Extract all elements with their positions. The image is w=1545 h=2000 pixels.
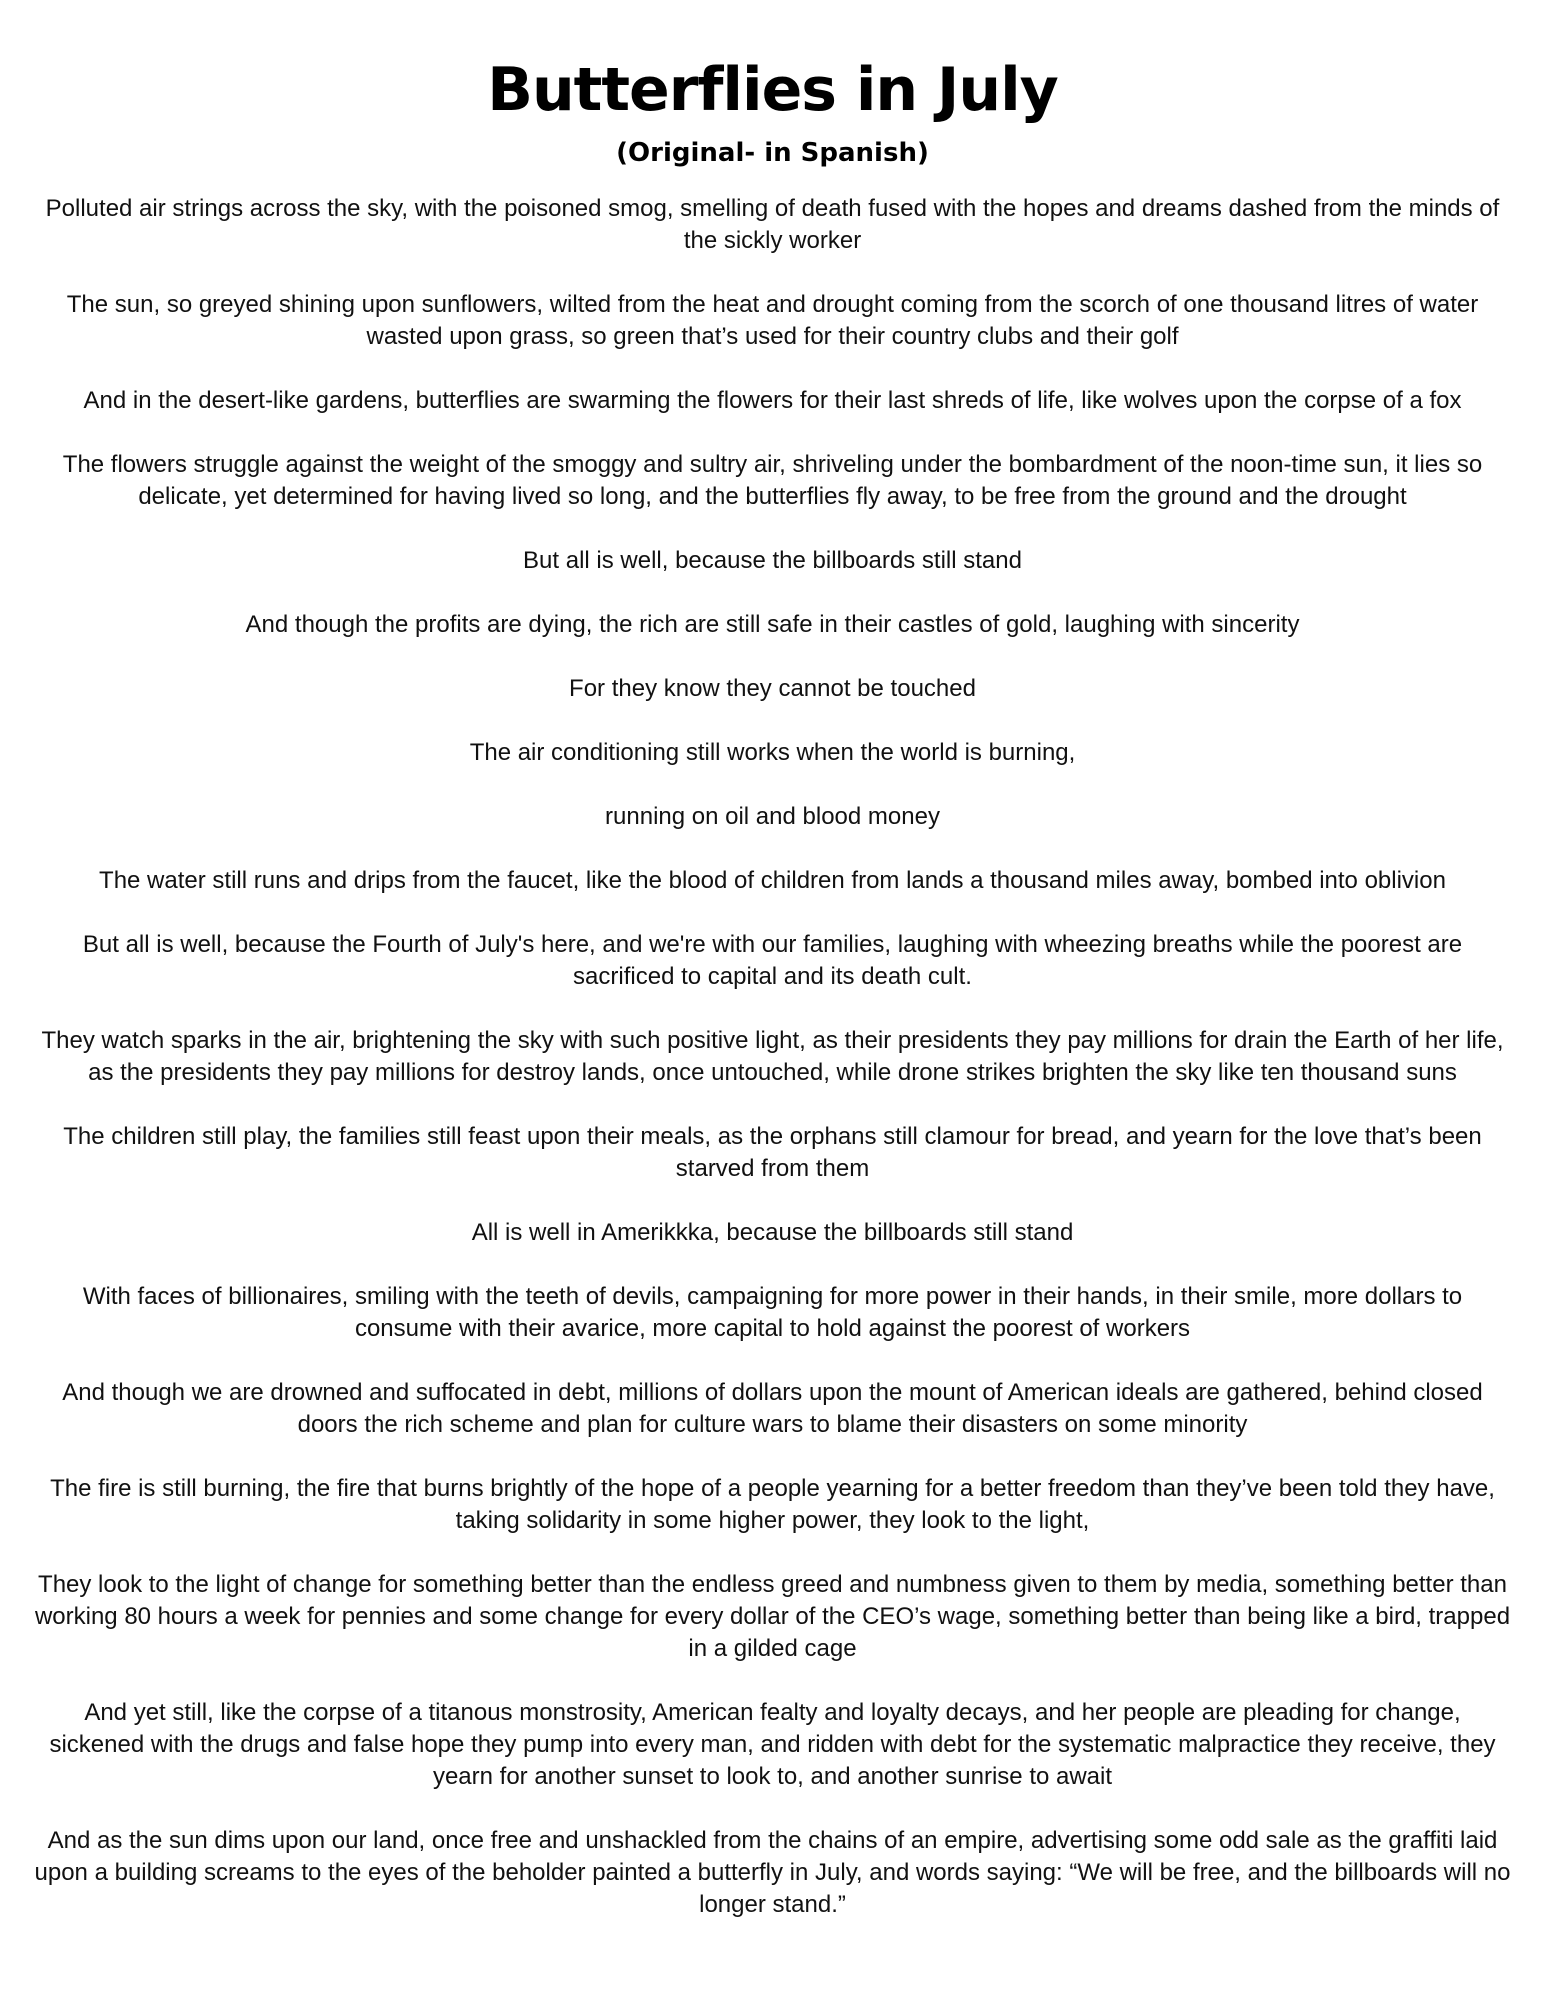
poem-title: Butterflies in July <box>487 55 1058 125</box>
stanza-4: The flowers struggle against the weight of the smoggy and sultry air, shriveling under the bombardment of the noon-time sun, it lies so delicate, yet determined for having lived so long, and the butterflies fly away, to be free from the ground and the drought <box>62 451 1483 510</box>
stanza-8: The air conditioning still works when the world is burning, <box>469 739 1076 766</box>
stanza-17: The fire is still burning, the fire that burns brightly of the hope of a people yearning for a better freedom than they’ve been told they have, taking solidarity in some higher power, they look to the light, <box>50 1475 1495 1534</box>
stanza-13: The children still play, the families still feast upon their meals, as the orphans still clamour for bread, and yearn for the love that’s been starved from them <box>63 1123 1482 1182</box>
stanza-7: For they know they cannot be touched <box>569 675 976 702</box>
stanza-14: All is well in Amerikkka, because the billboards still stand <box>471 1219 1074 1246</box>
poem-body <box>34 193 1511 1921</box>
stanza-15: With faces of billionaires, smiling with the teeth of devils, campaigning for more power in their hands, in their smile, more dollars to consume with their avarice, more capital to hold against the poorest of workers <box>82 1283 1463 1342</box>
stanza-16: And though we are drowned and suffocated in debt, millions of dollars upon the mount of American ideals are gathered, behind closed doors the rich scheme and plan for culture wars to blame their disasters on some minority <box>62 1379 1483 1438</box>
stanza-9: running on oil and blood money <box>605 803 940 830</box>
stanza-2: The sun, so greyed shining upon sunflowers, wilted from the heat and drought coming from the scorch of one thousand litres of water wasted upon grass, so green that’s used for their country clubs and their golf <box>66 291 1479 350</box>
stanza-1: Polluted air strings across the sky, with the poisoned smog, smelling of death fused with the hopes and dreams dashed from the minds of the sickly worker <box>45 195 1500 254</box>
stanza-10: The water still runs and drips from the faucet, like the blood of children from lands a thousand miles away, bombed into oblivion <box>99 867 1446 894</box>
stanza-20: And as the sun dims upon our land, once free and unshackled from the chains of an empire, advertising some odd sale as the graffiti laid upon a building screams to the eyes of the beholder painted a butterfly in July, and words saying: “We will be free, and the billboards will no longer stand.” <box>34 1827 1511 1918</box>
stanza-12: They watch sparks in the air, brightening the sky with such positive light, as their presidents they pay millions for drain the Earth of her life, as the presidents they pay millions for destroy lands, once untouched, while drone strikes brighten the sky like ten thousand suns <box>41 1027 1504 1086</box>
stanza-19: And yet still, like the corpse of a titanous monstrosity, American fealty and loyalty decays, and her people are pleading for change, sickened with the drugs and false hope they pump into every man, and ridden with debt for the systematic malpractice they receive, they yearn for another sunset to look to, and another sunrise to await <box>49 1699 1496 1790</box>
stanza-18: They look to the light of change for something better than the endless greed and numbness given to them by media, something better than working 80 hours a week for pennies and some change for every dollar of the CEO’s wage, something better than being like a bird, trapped in a gilded cage <box>34 1571 1511 1662</box>
stanza-11: But all is well, because the Fourth of July's here, and we're with our families, laughing with wheezing breaths while the poorest are sacrificed to capital and its death cult. <box>82 931 1463 990</box>
stanza-3: And in the desert-like gardens, butterflies are swarming the flowers for their last shreds of life, like wolves upon the corpse of a fox <box>83 387 1462 414</box>
poem-subtitle: (Original- in Spanish) <box>616 138 929 168</box>
stanza-6: And though the profits are dying, the rich are still safe in their castles of gold, laughing with sincerity <box>245 611 1300 638</box>
stanza-5: But all is well, because the billboards still stand <box>523 547 1022 574</box>
